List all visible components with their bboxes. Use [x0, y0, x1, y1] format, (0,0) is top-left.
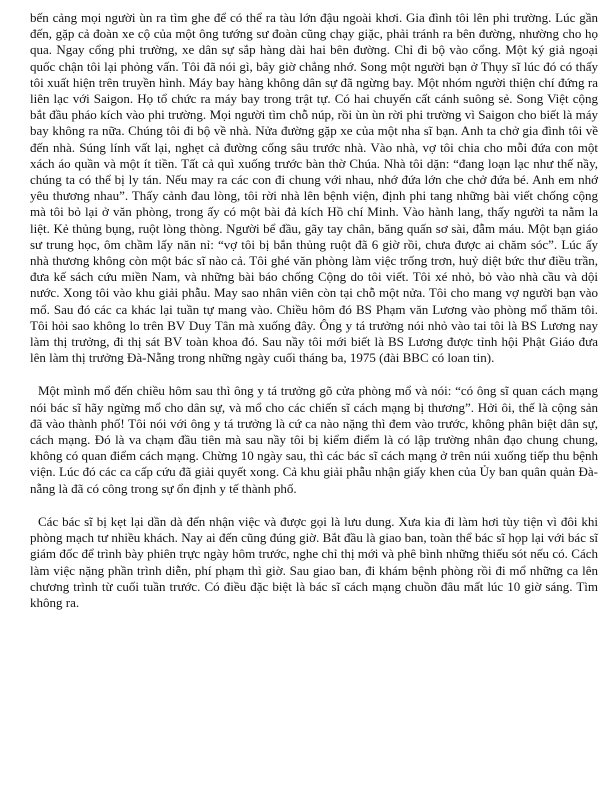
paragraph-1: bến cảng mọi người ùn ra tìm ghe để có thể ra tàu lớn đậu ngoài khơi. Gia đình tôi lên phi trường. Lúc gần đến, gặp cả đoàn xe cộ của một ông tướng sư đoàn cũng chạy giặc, phải tránh ra bên đường, nhường cho họ qua. Ngay cổng phi trường, xe dân sự sắp hàng dài hai bên đường. Chỉ đi bộ vào cổng. Một ký giả ngoại quốc chận tôi lại phỏng vấn. Tôi đã nói gì, bây giờ chẳng nhớ. Song một người bạn ở Thụy sĩ lúc đó có thấy tôi xuất hiện trên truyền hình. Máy bay hàng không dân sự đã ngừng bay. Một nhóm người thiện chí đứng ra liên lạc với Saigon. Họ tổ chức ra máy bay trong trật tự. Có hai chuyến cất cánh suông sẻ. Song Việt cộng bắt đầu pháo kích vào phi trường. Mọi người tìm chỗ núp, rồi ùn ùn rời phi trường vì Saigon cho biết là máy bay không ra nữa. Chúng tôi đi bộ về nhà. Nửa đường gặp xe của một nha sĩ bạn. Anh ta chở gia đình tôi về đến nhà. Súng lính vất lại, nghẹt cả đường cống sâu trước nhà. Vào nhà, vợ tôi chia cho mỗi đứa con một xách áo quần và một ít tiền. Tất cả quì xuống trước bàn thờ Chúa. Nhà tôi dặn: “đang loạn lạc như thế nầy, chúng ta có thể bị ly tán. Nếu may ra các con đi chung với nhau, nhớ đứa lớn che chở đứa bé. Anh em nhớ yêu thương nhau”. Thấy cảnh đau lòng, tôi rời nhà lên bệnh viện, định phi tang những bài viết chống cộng mà tôi bỏ lại ở văn phòng, trong ấy có một bài đả kích Hồ chí Minh. Vào hành lang, thấy người ta nằm la liệt. Kẻ thủng bụng, ruột lòng thòng. Người bể đầu, gãy tay chân, băng quấn sơ sài, đẫm máu. Một bạn giáo sư trung học, ôm chầm lấy năn nỉ: “vợ tôi bị bắn thủng ruột đã 6 giờ rồi, chưa được ai chăm sóc”. Lúc ấy nhà thương không còn một bác sĩ nào cả. Tôi ghé văn phòng làm việc trống trơn, huỷ diệt bức thư điều trần, đưa kế sách cứu miền Nam, và những bài báo chống Cộng do tôi viết. Tôi xé nhỏ, bỏ vào nhà cầu và dội nước. Xong tôi vào khu giải phẫu. May sao nhân viên còn tại chỗ một nửa. Tôi cho mang vợ người bạn vào mổ. Sau đó các ca khác lại tuần tự mang vào. Chiều hôm đó BS Phạm văn Lương vào phòng mổ thăm tôi. Tôi hỏi sao không lo trên BV Duy Tân mà xuống đây. Ông y tá trưởng nói nhỏ vào tai tôi là BS Lương nay làm thị trưởng, đi thị sát BV toàn khoa đó. Sau nầy tôi mới biết là BS Lương được tỉnh hội Phật Giáo đưa lên làm thị trưởng Đà-Nẵng trong những ngày cuối tháng ba, 1975 (đài BBC có loan tin).: [30, 10, 598, 366]
document-page: [30, 10, 598, 611]
paragraph-2: Một mình mổ đến chiều hôm sau thì ông y tá trưởng gõ cửa phòng mổ và nói: “có ông sĩ quan cách mạng nói bác sĩ hãy ngừng mổ cho dân sự, và mổ cho các chiến sĩ cách mạng bị thương”. Hởi ôi, thế là cộng sản đã vào thành phố! Tôi nói với ông y tá trưởng là cứ ca nào nặng thì đem vào trước, không phân biệt dân sự, cách mạng. Đó là va chạm đầu tiên mà sau nầy tôi bị kiểm điểm là có lập trường nhân đạo chung chung, không có quan điểm cách mạng. Chừng 10 ngày sau, thì các bác sĩ cách mạng ở trên núi xuống tiếp thu bệnh viện. Lúc đó các ca cấp cứu đã giải quyết xong. Cả khu giải phẫu nhận giấy khen của Ủy ban quân quản Đà-nẵng là đã có công trong sự ổn định y tế thành phố.: [30, 383, 598, 496]
paragraph-3: Các bác sĩ bị kẹt lại dần dà đến nhận việc và được gọi là lưu dung. Xưa kia đi làm hơi tùy tiện vì đôi khi phòng mạch tư nhiều khách. Nay ai đến cũng đúng giờ. Bắt đầu là giao ban, toàn thể bác sĩ họp lại với bác sĩ giám đốc để trình bày phiên trực ngày hôm trước, nghe chỉ thị mới và phê bình những thiếu sót nếu có. Cách làm việc nặng phần trình diễn, phí phạm thì giờ. Sau giao ban, đi khám bệnh phòng rồi đi mổ những ca lên chương trình từ cuối tuần trước. Có điều đặc biệt là bác sĩ cách mạng chuồn đâu mất lúc 10 giờ sáng. Tìm không ra.: [30, 513, 598, 610]
